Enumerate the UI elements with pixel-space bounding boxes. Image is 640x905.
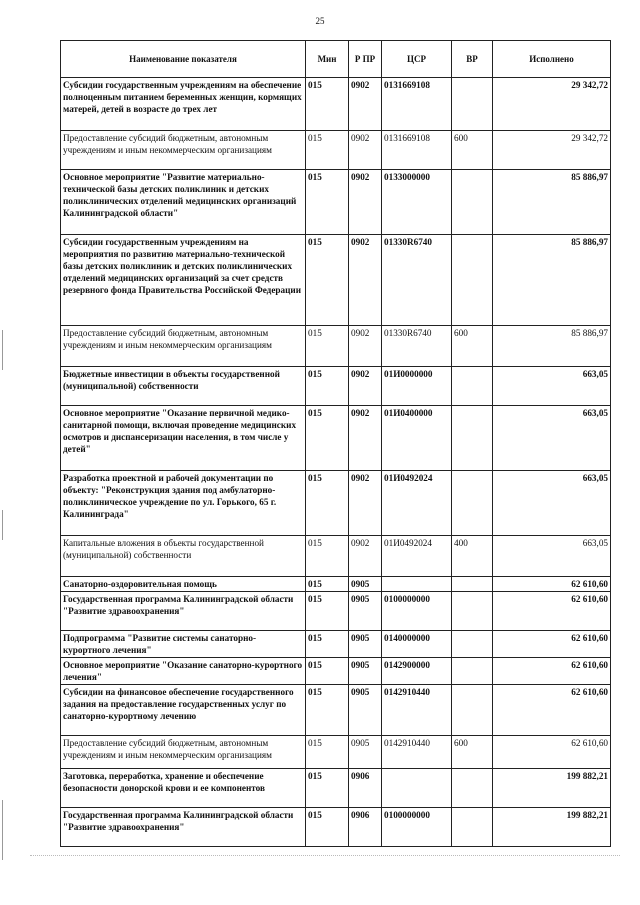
row-min-cell: 015 <box>306 131 349 170</box>
row-min-cell: 015 <box>306 78 349 131</box>
row-vr-cell <box>452 471 493 536</box>
row-min-cell: 015 <box>306 769 349 808</box>
table-row <box>61 367 611 406</box>
row-executed-cell: 663,05 <box>493 406 611 471</box>
row-csr-cell: 0142910440 <box>382 685 452 736</box>
table-row <box>61 769 611 808</box>
table-row <box>61 131 611 170</box>
table-body <box>61 78 611 847</box>
row-csr-cell: 0131669108 <box>382 131 452 170</box>
row-rpr-cell: 0902 <box>349 170 382 235</box>
row-executed-cell: 199 882,21 <box>493 769 611 808</box>
row-csr-cell: 0142900000 <box>382 658 452 685</box>
table-row <box>61 536 611 577</box>
row-min-cell: 015 <box>306 536 349 577</box>
row-vr-cell <box>452 577 493 592</box>
row-min-cell: 015 <box>306 406 349 471</box>
table-header-row <box>61 41 611 78</box>
row-rpr-cell: 0905 <box>349 658 382 685</box>
row-rpr-cell: 0902 <box>349 235 382 326</box>
header-vr: ВР <box>452 41 493 78</box>
row-executed-cell: 62 610,60 <box>493 592 611 631</box>
row-csr-cell: 01И0492024 <box>382 536 452 577</box>
row-min-cell: 015 <box>306 592 349 631</box>
row-rpr-cell: 0905 <box>349 577 382 592</box>
row-vr-cell <box>452 769 493 808</box>
table-row <box>61 685 611 736</box>
row-executed-cell: 62 610,60 <box>493 736 611 769</box>
table-row <box>61 631 611 658</box>
row-vr-cell <box>452 170 493 235</box>
row-name-cell: Капитальные вложения в объекты государственной (муниципальной) собственности <box>61 536 306 577</box>
row-vr-cell <box>452 78 493 131</box>
header-executed: Исполнено <box>493 41 611 78</box>
row-executed-cell: 29 342,72 <box>493 131 611 170</box>
row-executed-cell: 663,05 <box>493 367 611 406</box>
row-executed-cell: 62 610,60 <box>493 631 611 658</box>
row-min-cell: 015 <box>306 235 349 326</box>
row-executed-cell: 85 886,97 <box>493 235 611 326</box>
row-name-cell: Подпрограмма "Развитие системы санаторно-курортного лечения" <box>61 631 306 658</box>
row-name-cell: Субсидии государственным учреждениям на обеспечение полноценным питанием беременных женщин, кормящих матерей, детей в возрасте до трех лет <box>61 78 306 131</box>
row-csr-cell: 01330R6740 <box>382 235 452 326</box>
row-vr-cell <box>452 631 493 658</box>
budget-execution-table <box>60 40 611 847</box>
row-vr-cell <box>452 406 493 471</box>
scan-margin-mark <box>2 510 3 540</box>
row-name-cell: Предоставление субсидий бюджетным, автономным учреждениям и иным некоммерческим организациям <box>61 326 306 367</box>
row-executed-cell: 85 886,97 <box>493 170 611 235</box>
row-rpr-cell: 0902 <box>349 406 382 471</box>
row-rpr-cell: 0905 <box>349 631 382 658</box>
row-csr-cell: 0140000000 <box>382 631 452 658</box>
table-row <box>61 808 611 847</box>
row-min-cell: 015 <box>306 808 349 847</box>
row-csr-cell: 0100000000 <box>382 592 452 631</box>
row-executed-cell: 199 882,21 <box>493 808 611 847</box>
row-vr-cell <box>452 685 493 736</box>
row-vr-cell <box>452 808 493 847</box>
row-min-cell: 015 <box>306 736 349 769</box>
row-csr-cell: 0100000000 <box>382 808 452 847</box>
row-min-cell: 015 <box>306 326 349 367</box>
row-min-cell: 015 <box>306 367 349 406</box>
header-name: Наименование показателя <box>61 41 306 78</box>
row-min-cell: 015 <box>306 471 349 536</box>
row-executed-cell: 29 342,72 <box>493 78 611 131</box>
header-csr: ЦСР <box>382 41 452 78</box>
table-row <box>61 736 611 769</box>
row-executed-cell: 85 886,97 <box>493 326 611 367</box>
scan-margin-mark <box>2 800 3 860</box>
row-rpr-cell: 0906 <box>349 808 382 847</box>
table-row <box>61 577 611 592</box>
table-row <box>61 78 611 131</box>
row-name-cell: Разработка проектной и рабочей документации по объекту: "Реконструкция здания под амбулаторно-поликлиническое учреждение по ул. Горького, 65 г. Калининграда" <box>61 471 306 536</box>
row-name-cell: Субсидии на финансовое обеспечение государственного задания на предоставление государственных услуг по санаторно-курортному лечению <box>61 685 306 736</box>
row-csr-cell: 0142910440 <box>382 736 452 769</box>
row-vr-cell <box>452 658 493 685</box>
row-rpr-cell: 0902 <box>349 471 382 536</box>
row-vr-cell: 400 <box>452 536 493 577</box>
row-csr-cell: 01И0492024 <box>382 471 452 536</box>
table-row <box>61 592 611 631</box>
row-csr-cell <box>382 769 452 808</box>
table-row <box>61 170 611 235</box>
row-min-cell: 015 <box>306 658 349 685</box>
table-row <box>61 235 611 326</box>
row-name-cell: Основное мероприятие "Оказание санаторно-курортного лечения" <box>61 658 306 685</box>
row-name-cell: Санаторно-оздоровительная помощь <box>61 577 306 592</box>
row-rpr-cell: 0905 <box>349 736 382 769</box>
row-executed-cell: 663,05 <box>493 471 611 536</box>
row-min-cell: 015 <box>306 631 349 658</box>
row-vr-cell <box>452 592 493 631</box>
page-number: 25 <box>315 16 325 26</box>
table-row <box>61 658 611 685</box>
row-csr-cell: 0131669108 <box>382 78 452 131</box>
row-name-cell: Предоставление субсидий бюджетным, автономным учреждениям и иным некоммерческим организациям <box>61 736 306 769</box>
row-rpr-cell: 0905 <box>349 592 382 631</box>
row-name-cell: Субсидии государственным учреждениям на мероприятия по развитию материально-технической базы детских поликлиник и детских поликлинических отделений медицинских организаций за счет средств резервного фонда Правительства Российской Федерации <box>61 235 306 326</box>
row-rpr-cell: 0902 <box>349 131 382 170</box>
row-vr-cell: 600 <box>452 131 493 170</box>
row-rpr-cell: 0906 <box>349 769 382 808</box>
header-min: Мин <box>306 41 349 78</box>
row-name-cell: Заготовка, переработка, хранение и обеспечение безопасности донорской крови и ее компонентов <box>61 769 306 808</box>
row-vr-cell: 600 <box>452 736 493 769</box>
row-rpr-cell: 0902 <box>349 536 382 577</box>
row-csr-cell: 01И0400000 <box>382 406 452 471</box>
row-rpr-cell: 0905 <box>349 685 382 736</box>
row-csr-cell: 01И0000000 <box>382 367 452 406</box>
row-name-cell: Государственная программа Калининградской области "Развитие здравоохранения" <box>61 592 306 631</box>
row-vr-cell: 600 <box>452 326 493 367</box>
row-executed-cell: 62 610,60 <box>493 685 611 736</box>
row-executed-cell: 62 610,60 <box>493 577 611 592</box>
row-rpr-cell: 0902 <box>349 326 382 367</box>
row-min-cell: 015 <box>306 685 349 736</box>
row-min-cell: 015 <box>306 577 349 592</box>
header-rpr: Р ПР <box>349 41 382 78</box>
row-csr-cell: 01330R6740 <box>382 326 452 367</box>
table-row <box>61 326 611 367</box>
table-row <box>61 406 611 471</box>
row-vr-cell <box>452 235 493 326</box>
scan-margin-mark <box>2 330 3 370</box>
row-name-cell: Основное мероприятие "Оказание первичной медико-санитарной помощи, включая проведение медицинских осмотров и диспансеризации населения, в том числе у детей" <box>61 406 306 471</box>
row-name-cell: Предоставление субсидий бюджетным, автономным учреждениям и иным некоммерческим организациям <box>61 131 306 170</box>
row-csr-cell <box>382 577 452 592</box>
row-executed-cell: 663,05 <box>493 536 611 577</box>
row-name-cell: Основное мероприятие "Развитие материально-технической базы детских поликлиник и детских поликлинических отделений медицинских организаций Калининградской области" <box>61 170 306 235</box>
row-executed-cell: 62 610,60 <box>493 658 611 685</box>
row-name-cell: Государственная программа Калининградской области "Развитие здравоохранения" <box>61 808 306 847</box>
scan-noise-line <box>30 855 620 862</box>
row-rpr-cell: 0902 <box>349 78 382 131</box>
row-min-cell: 015 <box>306 170 349 235</box>
row-vr-cell <box>452 367 493 406</box>
row-rpr-cell: 0902 <box>349 367 382 406</box>
row-name-cell: Бюджетные инвестиции в объекты государственной (муниципальной) собственности <box>61 367 306 406</box>
table-row <box>61 471 611 536</box>
row-csr-cell: 0133000000 <box>382 170 452 235</box>
